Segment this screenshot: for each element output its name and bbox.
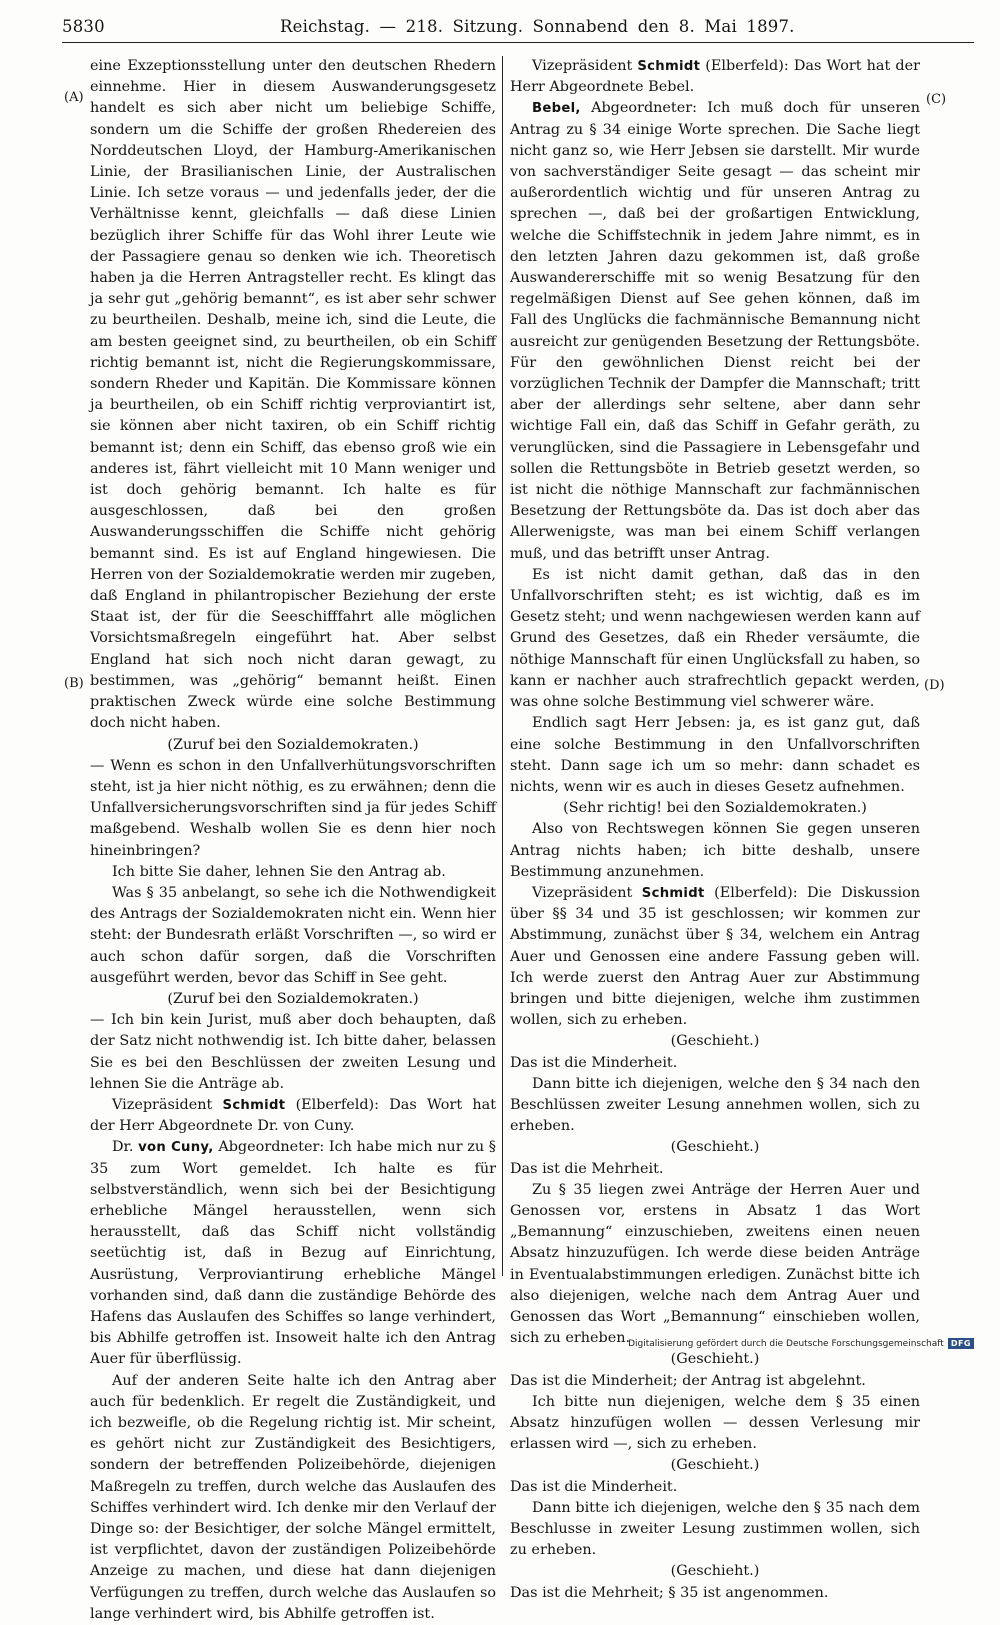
interjection: (Geschieht.) [670, 1139, 760, 1156]
speaker-paragraph [510, 98, 920, 564]
speaker-role: Vizepräsident [532, 884, 633, 901]
dfg-logo-icon: DFG [948, 1338, 974, 1349]
page-number: 5830 [62, 17, 105, 36]
interjection: (Geschieht.) [670, 1457, 760, 1474]
column-divider [502, 56, 503, 1276]
speaker-role: Dr. [112, 1139, 134, 1156]
speaker-name: Schmidt [641, 885, 705, 901]
paragraph: Das ist die Minderheit. [510, 1478, 678, 1495]
interjection: (Zuruf bei den Sozialdemokraten.) [167, 990, 419, 1007]
paragraph: Ich bitte Sie daher, lehnen Sie den Antrag ab. [112, 863, 446, 880]
paragraph: Dann bitte ich diejenigen, welche den § 35 nach dem Beschlusse in zweiter Lesung zustimmen wollen, sich zu erheben. [510, 1499, 920, 1559]
paragraph: — Ich bin kein Jurist, muß aber doch behaupten, daß der Satz nicht nothwendig ist. Ich bitte daher, belassen Sie es bei den Beschlüssen der zweiten Lesung und lehnen Sie die Anträge ab. [90, 1012, 496, 1092]
paragraph: Also von Rechtswegen können Sie gegen unseren Antrag nichts haben; ich bitte deshalb, unsere Bestimmung anzunehmen. [510, 821, 920, 880]
speech-text: (Elberfeld): Das Wort hat der Herr Abgeordnete Dr. von Cuny. [90, 1096, 496, 1135]
interjection: (Geschieht.) [670, 1033, 760, 1050]
speaker-name: Bebel, [532, 101, 581, 117]
paragraph: Ich bitte nun diejenigen, welche dem § 35 einen Absatz hinzufügen wollen — dessen Verlesung mir erlassen wird —, sich zu erheben. [510, 1393, 920, 1453]
margin-letter-d: (D) [924, 678, 945, 693]
paragraph: Das ist die Minderheit; der Antrag ist abgelehnt. [510, 1372, 866, 1389]
margin-letter-a: (A) [64, 90, 84, 105]
speaker-paragraph [90, 1137, 496, 1370]
interjection: (Geschieht.) [670, 1351, 760, 1368]
interjection: (Zuruf bei den Sozialdemokraten.) [167, 736, 419, 753]
margin-letter-b: (B) [64, 676, 84, 691]
speech-text: (Elberfeld): Das Wort hat der Herr Abgeordnete Bebel. [510, 58, 920, 96]
digitization-credit: Digitalisierung gefördert durch die Deutsche Forschungsgemeinschaft [628, 1338, 944, 1349]
speaker-role: Vizepräsident [532, 58, 633, 74]
running-head: Reichstag. — 218. Sitzung. Sonnabend den 8. Mai 1897. [280, 17, 795, 36]
paragraph: Das ist die Mehrheit. [510, 1160, 664, 1177]
paragraph: Zu § 35 liegen zwei Anträge der Herren Auer und Genossen vor, erstens in Absatz 1 das Wort „Bemannung“ einzuschieben, zweitens einen neuen Absatz hinzuzufügen. Ich werde diese beiden Anträge in Eventualabstimmungen erledigen. Zunächst bitte ich also diejenigen, welche nach dem Antrag Auer und Genossen das Wort „Bemannung“ einschieben wollen, sich zu erheben. [510, 1181, 920, 1347]
paragraph: Es ist nicht damit gethan, daß das in den Unfallvorschriften steht; es ist wichtig, daß es im Gesetz steht; und wenn nachgewiesen werden kann auf Grund des Gesetzes, daß ein Rheder versäumte, die nöthige Mannschaft für einen Unglücksfall zu haben, so kann er nachher auch strafrechtlich gepackt werden, was ohne solche Bestimmung viel schwerer wäre. [510, 566, 920, 711]
speech-text: Abgeordneter: Ich muß doch für unseren Antrag zu § 34 einige Worte sprechen. Die Sache liegt nicht ganz so, wie Herr Jebsen sie darstellt. Mir wurde von sachverständiger Seite gesagt — das scheint mir außerordentlich wichtig und für unseren Antrag zu sprechen —, daß bei der großartigen Entwicklung, welche die Schiffstechnik in jedem Jahre nimmt, es in den letzten Jahren dazu gekommen ist, daß große Auswandererschiffe mit so wenig Besatzung für den regelmäßigen Dienst auf See gehen können, daß im Fall des Unglücks die fachmännische Bemannung nicht ausreicht zur genügenden Besetzung der Rettungsböte. Für den gewöhnlichen Dienst reicht bei der vorzüglichen Technik der Dampfer die Mannschaft; tritt aber der allerdings sehr seltene, aber dann sehr wichtige Fall ein, daß das Schiff in Gefahr geräth, zu verunglücken, sind die Passagiere in Lebensgefahr und sollen die Rettungsböte in Betrieb gesetzt werden, so ist nicht die nöthige Mannschaft zur fachmännischen Besetzung der Rettungsböte da. Das ist doch aber das Allerwenigste, was man bei einem Schiff verlangen muß, und das betrifft unser Antrag. [510, 100, 920, 562]
speaker-paragraph [90, 1095, 496, 1137]
page-header [62, 14, 974, 43]
paragraph: Was § 35 anbelangt, so sehe ich die Nothwendigkeit des Antrags der Sozialdemokraten nicht ein. Wenn hier steht: der Bundesrath erläßt Vorschriften —, so wird er auch schon dafür sorgen, daß die Vorschriften ausgeführt werden, bevor das Schiff in See geht. [90, 884, 496, 986]
paragraph: Das ist die Mehrheit; § 35 ist angenommen. [510, 1584, 829, 1601]
paragraph: eine Exzeptionsstellung unter den deutschen Rhedern einnehme. Hier in diesem Auswanderungsgesetz handelt es sich aber nicht um beliebige Schiffe, sondern um die Schiffe der großen Rhedereien des Norddeutschen Lloyd, der Hamburg-Amerikanischen Linie, der Brasilianischen Linie, der Australischen Linie. Ich setze voraus — und jedenfalls jeder, der die Verhältnisse kennt, gleichfalls — daß diese Linien bezüglich ihrer Schiffe für das Wohl ihrer Leute wie der Passagiere genau so denken wie ich. Theoretisch haben ja die Herren Antragsteller recht. Es klingt das ja sehr gut „gehörig bemannt“, es ist aber sehr schwer zu beurtheilen. Deshalb, meine ich, sind die Leute, die am besten geeignet sind, zu beurtheilen, ob ein Schiff richtig bemannt ist, nicht die Regierungskommissare, sondern Rheder und Kapitän. Die Kommissare können ja beurtheilen, ob ein Schiff richtig verproviantirt ist, sie können aber nicht taxiren, ob ein Schiff richtig bemannt ist; denn ein Schiff, das ebenso groß wie ein anderes ist, fährt vielleicht mit 10 Mann weniger und ist doch gehörig bemannt. Ich halte es für ausgeschlossen, daß bei den großen Auswanderungsschiffen die Schiffe nicht gehörig bemannt sind. Es ist auf England hingewiesen. Die Herren von der Sozialdemokratie werden mir zugeben, daß England in philantropischer Beziehung der erste Staat ist, der für die Seeschifffahrt alle möglichen Vorsichtsmaßregeln eingeführt hat. Aber selbst England hat sich noch nicht daran gewagt, zu bestimmen, was „gehörig“ bemannt heißt. Einen praktischen Zweck würde eine solche Bestimmung doch nicht haben. [90, 58, 496, 732]
paragraph: Auf der anderen Seite halte ich den Antrag aber auch für bedenklich. Er regelt die Zuständigkeit, und ich bezweifle, ob die Regelung richtig ist. Mir scheint, es gehört nicht zur Zuständigkeit des Besichtigers, sondern der betreffenden Polizeibehörde, diejenigen Maßregeln zu treffen, durch welche das Auslaufen des Schiffes verhindert wird. Ich denke mir den Verlauf der Dinge so: der Besichtiger, der solche Mängel ermittelt, ist verpflichtet, davon der zuständigen Polizeibehörde Anzeige zu machen, und diese hat dann diejenigen Verfügungen zu treffen, durch welche das Auslaufen so lange verhindert wird, bis Abhilfe getroffen ist. [90, 1372, 496, 1622]
speaker-name: Schmidt [637, 59, 701, 74]
paragraph: — Wenn es schon in den Unfallverhütungsvorschriften steht, ist ja hier nicht nöthig, es zu erwähnen; denn die Unfallversicherungsvorschriften sind ja für jedes Schiff maßgebend. Weshalb wollen Sie es denn hier noch hineinbringen? [90, 757, 496, 859]
speech-text: (Elberfeld): Die Diskussion über §§ 34 und 35 ist geschlossen; wir kommen zur Abstimmung, zunächst über § 34, welchem ein Antrag Auer und Genossen eine andere Fassung geben will. Ich werde zuerst den Antrag Auer zur Abstimmung bringen und bitte diejenigen, welche ihm zustimmen wollen, sich zu erheben. [510, 884, 921, 1029]
paragraph: Das ist die Minderheit. [510, 1054, 678, 1071]
footer-credit [628, 1338, 974, 1349]
speaker-role: Vizepräsident [112, 1096, 213, 1113]
speech-text: Abgeordneter: Ich habe mich nur zu § 35 zum Wort gemeldet. Ich halte es für selbstverständlich, wenn sich bei der Besichtigung erhebliche Mängel herausstellen, wenn sich herausstellt, daß das Schiff nicht vollständig seetüchtig ist, daß in Bezug auf Einrichtung, Ausrüstung, Verproviantirung erhebliche Mängel vorhanden sind, daß dann die zuständige Behörde des Hafens das Auslaufen des Schiffes so lange verhindert, bis Abhilfe getroffen ist. Insoweit halte ich den Antrag Auer für überflüssig. [90, 1139, 497, 1368]
speaker-paragraph [510, 56, 920, 98]
left-column [90, 56, 497, 1622]
speaker-name: von Cuny, [138, 1140, 214, 1156]
interjection: (Sehr richtig! bei den Sozialdemokraten.) [563, 800, 867, 817]
paragraph: Dann bitte ich diejenigen, welche den § 34 nach den Beschlüssen zweiter Lesung annehmen wollen, sich zu erheben. [510, 1075, 920, 1135]
margin-letter-c: (C) [926, 92, 947, 107]
paragraph: Endlich sagt Herr Jebsen: ja, es ist ganz gut, daß eine solche Bestimmung in den Unfallvorschriften steht. Dann sage ich um so mehr: dann schadet es nichts, wenn wir es auch in dieses Gesetz aufnehmen. [510, 715, 920, 795]
speaker-paragraph [510, 883, 920, 1031]
speaker-name: Schmidt [222, 1097, 286, 1113]
interjection: (Geschieht.) [670, 1563, 760, 1580]
